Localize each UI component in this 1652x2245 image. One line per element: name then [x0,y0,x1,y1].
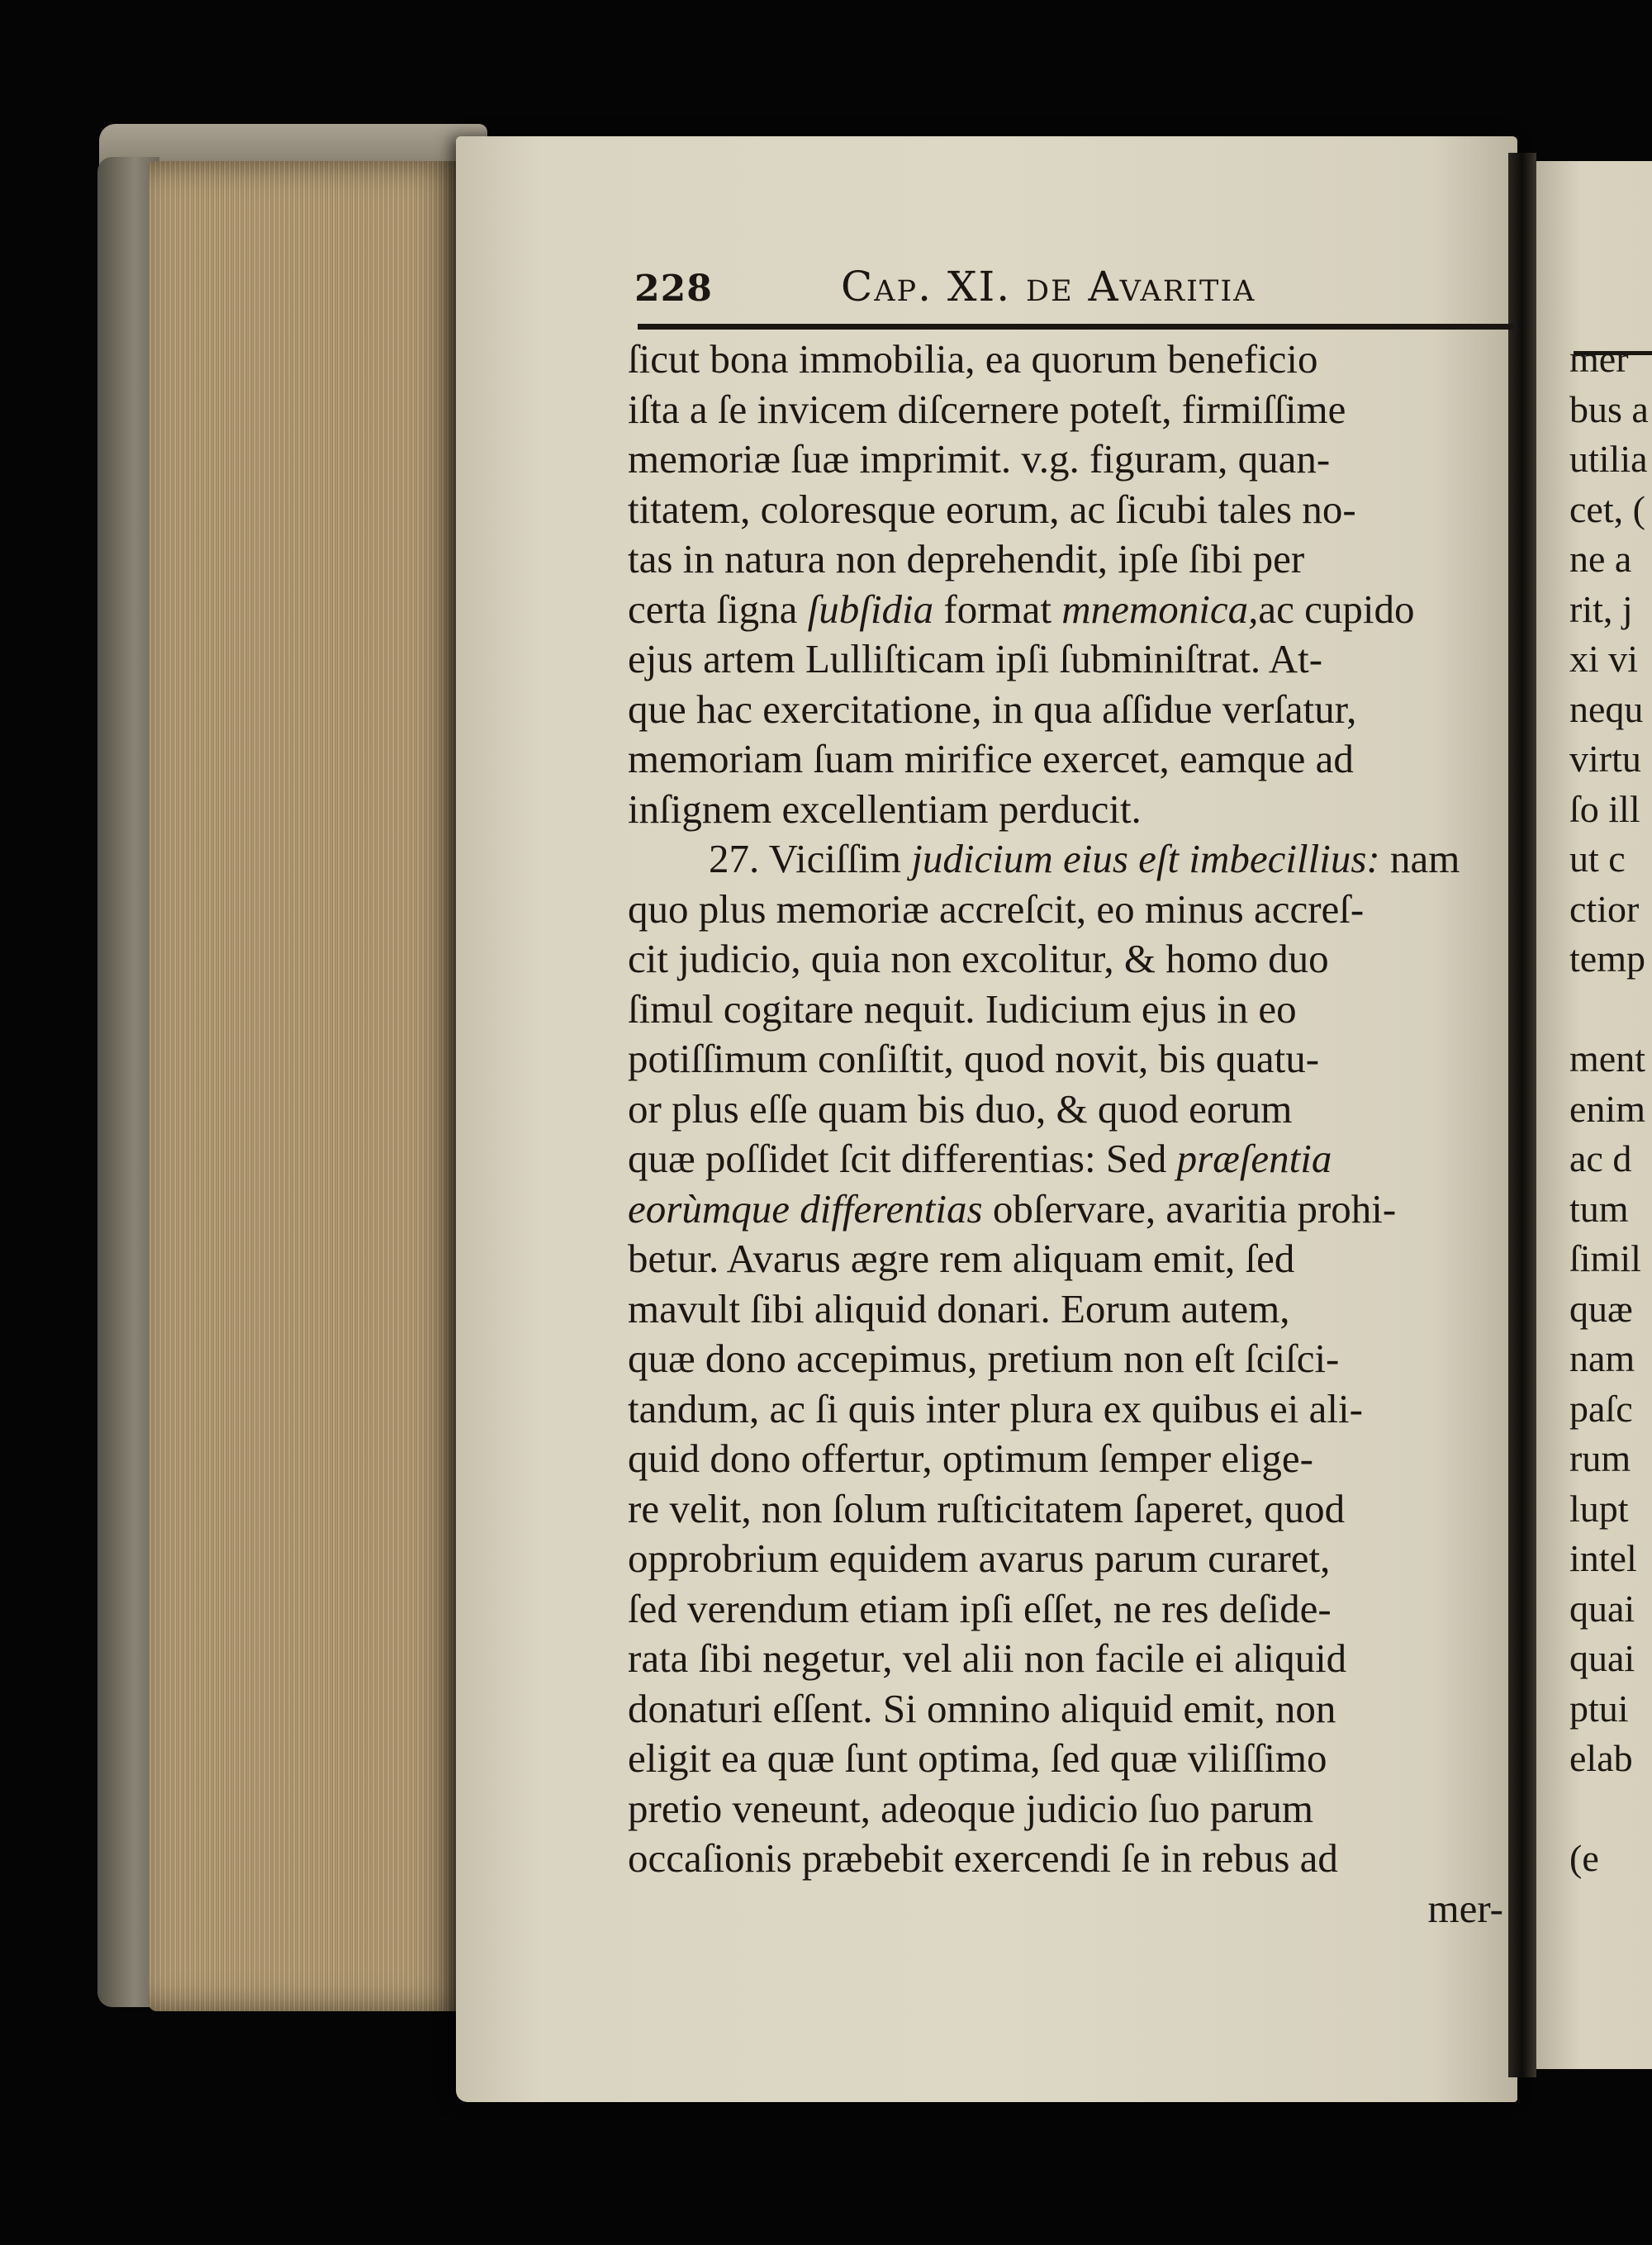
facing-text-line: ptui [1569,1687,1629,1730]
roman-phrase: re velit, non ſolum ruſticitatem ſaperet, quod [628,1485,1346,1531]
text-line [628,1834,1503,1884]
roman-phrase: certa ſigna [628,586,808,632]
roman-phrase: memoriæ ſuæ imprimit. v.g. figuram, quan- [628,436,1331,482]
text-line [628,1384,1503,1435]
text-line [628,1584,1503,1635]
facing-text-line: ctior [1569,887,1640,930]
roman-phrase: tas in natura non deprehendit, ipſe ſibi per [628,536,1305,581]
facing-page-text [1569,335,1652,1884]
text-line [628,1134,1503,1184]
facing-text-line: quæ [1569,1287,1633,1330]
roman-phrase: 27. Viciſſim [709,836,912,881]
text-line [628,1734,1503,1784]
roman-phrase: tandum, ac ſi quis inter plura ex quibus ei ali- [628,1385,1363,1431]
text-line [628,1684,1503,1735]
roman-phrase: quæ dono accepimus, pretium non eſt ſciſci- [628,1336,1340,1381]
text-line [628,434,1503,485]
roman-phrase: mavult ſibi aliquid donari. Eorum autem, [628,1285,1290,1331]
roman-phrase: ſicut bona immobilia, ea quorum beneficio [628,336,1318,382]
facing-text-line: xi vi [1569,638,1639,680]
text-line [628,685,1503,735]
text-line [628,934,1503,985]
italic-phrase: ſubſidia [807,586,934,632]
facing-text-line: ſo ill [1569,787,1640,830]
text-line [628,1034,1503,1085]
roman-phrase: donaturi eſſent. Si omnino aliquid emit, non [628,1685,1336,1731]
facing-text-line: (e [1569,1837,1599,1879]
text-line [628,985,1503,1035]
text-line [628,1784,1503,1834]
roman-phrase: occaſionis præbebit exercendi ſe in rebus ad [628,1835,1338,1881]
roman-phrase: eligit ea quæ ſunt optima, ſed quæ viliſſimo [628,1735,1327,1781]
page-block-edge [149,161,463,2011]
facing-text-line: ment [1569,1037,1645,1080]
facing-text-line: ne a [1569,538,1632,580]
text-line [628,834,1503,885]
roman-phrase: ejus artem Lulliſticam ipſi ſubminiſtrat. At- [628,636,1323,681]
text-line [628,1234,1503,1284]
facing-text-line: enim [1569,1087,1645,1130]
roman-phrase: rata ſibi negetur, vel alii non facile ei aliquid [628,1635,1347,1681]
roman-phrase: or plus eſſe quam bis duo, & quod eorum [628,1085,1293,1132]
text-line [628,1484,1503,1535]
roman-phrase: pretio veneunt, adeoque judicio ſuo parum [628,1785,1314,1831]
roman-phrase: quid dono offertur, optimum ſemper elige- [628,1436,1313,1481]
facing-text-line: virtu [1569,738,1641,780]
text-line [628,1334,1503,1384]
facing-text-line: quai [1569,1587,1635,1630]
roman-phrase: quæ poſſidet ſcit differentias: Sed [628,1136,1177,1181]
roman-phrase: memoriam ſuam mirifice exercet, eamque ad [628,736,1354,781]
facing-text-line: lupt [1569,1487,1629,1530]
facing-text-line: ſimil [1569,1237,1641,1279]
text-line [628,335,1503,385]
book-gutter [1508,153,1536,2077]
running-head [634,263,1510,320]
roman-phrase: potiſſimum conſiſtit, quod novit, bis quatu- [628,1036,1320,1081]
facing-text-line [1569,1784,1652,1834]
facing-text-line [1569,985,1652,1035]
roman-phrase: inſignem excellentiam perducit. [628,786,1142,832]
italic-phrase: eorùmque differentias [628,1185,983,1232]
text-line [628,734,1503,785]
text-line [628,634,1503,685]
facing-text-line: mer [1569,338,1629,380]
text-line [628,385,1503,435]
roman-phrase: betur. Avarus ægre rem aliquam emit, ſed [628,1236,1295,1281]
text-line [628,785,1503,835]
roman-phrase: iſta a ſe invicem diſcernere poteſt, firmiſſime [628,386,1346,432]
facing-text-line: nam [1569,1337,1635,1379]
roman-phrase: nam [1379,836,1460,881]
body-text [628,335,1503,1934]
catchword: mer- [1427,1885,1503,1931]
facing-text-line: ac d [1569,1137,1632,1179]
facing-text-line: elab [1569,1737,1633,1779]
text-line [628,1534,1503,1584]
facing-text-line: rit, j [1569,587,1633,630]
roman-phrase: que hac exercitatione, in qua aſſidue verſatur, [628,686,1357,732]
text-line [628,1184,1503,1235]
facing-text-line: quai [1569,1637,1635,1679]
roman-phrase: obſervare, avaritia prohi- [982,1185,1397,1232]
roman-phrase: format [933,586,1062,632]
roman-phrase: ſimul cogitare nequit. Iudicium ejus in eo [628,985,1297,1032]
text-line [628,585,1503,635]
text-line [628,1085,1503,1135]
roman-phrase: cit judicio, quia non excolitur, & homo duo [628,936,1329,981]
facing-text-line: intel [1569,1537,1637,1579]
heading-rule [638,324,1513,330]
text-line [628,534,1503,585]
roman-phrase: opprobrium equidem avarus parum curaret, [628,1535,1331,1581]
roman-phrase: titatem, coloresque eorum, ac ſicubi tales no- [628,486,1356,532]
facing-text-line: paſc [1569,1387,1633,1430]
text-line [628,1434,1503,1484]
text-line [628,485,1503,535]
italic-phrase: judicium eius eſt imbecillius: [911,836,1380,881]
text-line [628,1284,1503,1335]
facing-text-line: bus a [1569,387,1649,430]
roman-phrase: ac cupido [1258,586,1415,632]
italic-phrase: præſentia [1176,1136,1332,1181]
text-line [628,885,1503,935]
page-number: 228 [634,268,713,310]
facing-text-line: cet, ( [1569,487,1645,530]
roman-phrase: ſed verendum etiam ipſi eſſet, ne res deſide- [628,1585,1332,1631]
facing-text-line: rum [1569,1437,1631,1479]
text-line [628,1634,1503,1684]
roman-phrase: quo plus memoriæ accreſcit, eo minus accreſ- [628,885,1365,932]
italic-phrase: mnemonica, [1061,586,1259,632]
facing-text-line: utilia [1569,438,1648,480]
facing-text-line: tum [1569,1187,1629,1230]
facing-text-line: nequ [1569,687,1644,730]
chapter-heading: Cap. XI. de Avaritia [841,263,1256,311]
facing-text-line: ut c [1569,838,1626,880]
facing-text-line: temp [1569,937,1645,980]
